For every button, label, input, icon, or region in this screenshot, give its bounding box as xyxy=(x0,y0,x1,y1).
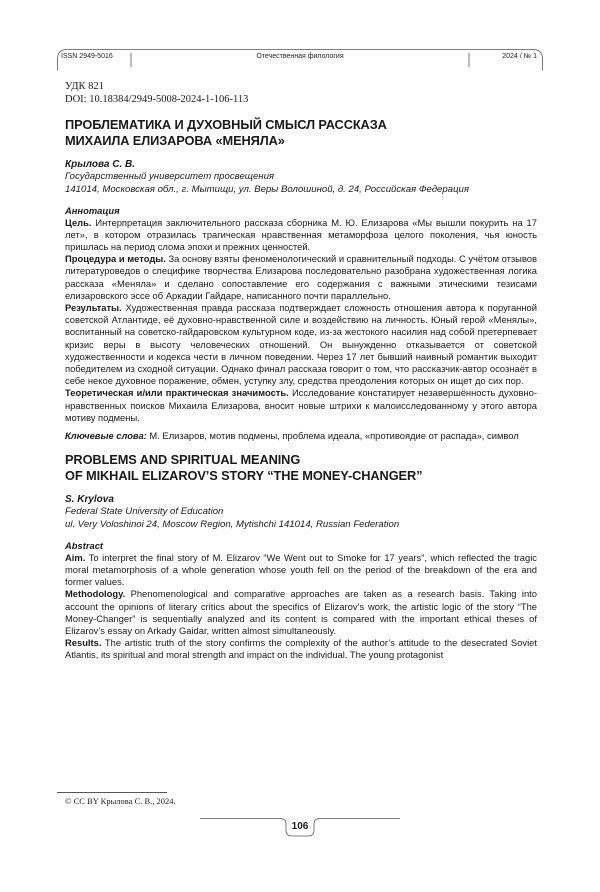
ru-title-line2: МИХАИЛА ЕЛИЗАРОВА «МЕНЯЛА» xyxy=(65,132,285,148)
doi: DOI: 10.18384/2949-5008-2024-1-106-113 xyxy=(65,94,249,105)
en-results-text: The artistic truth of the story confirms the complexity of the author’s attitude to the desecrated Soviet Atlantis, its spiritual and moral strength and impact on the individual. The young protagonist xyxy=(65,637,537,661)
page-number: 106 xyxy=(291,821,309,832)
footnote-divider xyxy=(57,792,167,793)
issn: ISSN 2949-5016 xyxy=(61,53,113,60)
ru-abstract-heading: Аннотация xyxy=(65,204,120,216)
udk: УДК 821 xyxy=(65,81,104,92)
article-body xyxy=(65,80,537,662)
en-method-label: Methodology. xyxy=(65,588,126,600)
copyright-note: © CC BY Крылова С. В., 2024. xyxy=(65,796,176,806)
en-affiliation: Federal State University of Education xyxy=(65,506,224,518)
en-author: S. Krylova xyxy=(65,494,114,506)
en-title xyxy=(65,452,537,483)
issue: 2024 / № 1 xyxy=(502,53,537,60)
ru-results xyxy=(65,302,537,387)
en-method-text: Phenomenological and comparative approaches are taken as a research basis. Taking into account the opinions of literary critics about the specifics of Elizarov’s work, the artistic logic of the story “The Money-Changer” is sequentially analyzed and its content is compared with the important ethical theses of Elizarov’s essay on Arkady Gaidar, written almost simultaneously. xyxy=(65,588,537,637)
ru-aim-text: Интерпретация заключительного рассказа сборника М. Ю. Елизарова «Мы вышли покурить на 17 лет», в котором отразилась трагическая нравственная метаморфоза целого поколения, чья юность пришлась на период слома эпохи и прежних ценностей. xyxy=(65,216,537,252)
ru-results-text: Художественная правда рассказа подтверждает сложность отношения автора к поруганной советской Атлантиде, её духовно-нравственной силе и воздействию на личность. Юный герой «Менялы», воспитанный на советско-гайдаровском культурном коде, из-за жестокого насилия над собой претерпевает кризис веры в высоту человеческих отношений. Он вынужденно отказывается от советской художественности и кодекса чести в личном поведении. Через 17 лет бывший наивный романтик выходит победителем из сходной ситуации. Однако финал рассказа говорит о том, что рассказчик-автор осознаёт в себе некое духовное поражение, обмен, уступку злу, средства преодоления которых он ищет до сих пор. xyxy=(65,302,537,387)
ru-affiliation: Государственный университет просвещения xyxy=(65,171,275,182)
ru-author: Крылова С. В. xyxy=(65,159,136,170)
ru-method-text: За основу взяты феноменологический и сравнительный подходы. С учётом отзывов литературоведов о специфике творчества Елизарова последовательно разобрана художественная логика рассказа «Меняла» и сделано сопоставление его содержания с важными этическими тезисами елизаровского эссе об Аркадии Гайдаре, написанного почти параллельно. xyxy=(65,253,537,301)
en-abstract-heading: Abstract xyxy=(65,539,104,551)
ru-title xyxy=(65,117,537,148)
ru-method xyxy=(65,253,537,302)
ru-results-label: Результаты. xyxy=(65,302,122,314)
en-results-label: Results. xyxy=(65,637,102,649)
ru-aim-label: Цель. xyxy=(65,216,92,228)
ru-significance-text: Исследование констатирует незавершённость духовно-нравственных поисков Михаила Елизарова, вносит новые штрихи к малоисследованному у этого автора мотиву подмены. xyxy=(65,387,537,423)
ru-keywords xyxy=(65,430,537,442)
journal-name: Отечественная филология xyxy=(256,53,344,60)
en-method xyxy=(65,588,537,637)
en-aim-text: To interpret the final story of M. Elizarov “We Went out to Smoke for 17 years”, which reflected the tragic moral metamorphosis of a whole generation whose youth fell on the period of the breakdown of the era and former values. xyxy=(65,551,537,588)
ru-aim xyxy=(65,217,537,254)
running-header xyxy=(57,49,543,71)
en-results xyxy=(65,637,537,661)
ru-method-label: Процедура и методы. xyxy=(65,253,166,265)
en-title-line1: PROBLEMS AND SPIRITUAL MEANING xyxy=(65,452,301,468)
ru-address: 141014, Московская обл., г. Мытищи, ул. Веры Волошиной, д. 24, Российская Федерация xyxy=(65,183,469,195)
ru-significance xyxy=(65,387,537,424)
en-aim-label: Aim. xyxy=(65,551,86,563)
en-section xyxy=(65,452,537,661)
en-title-line2: OF MIKHAIL ELIZAROV’S STORY “THE MONEY-CHANGER” xyxy=(65,467,423,483)
ru-significance-label: Теоретическая и/или практическая значимость. xyxy=(65,387,289,399)
ru-title-line1: ПРОБЛЕМАТИКА И ДУХОВНЫЙ СМЫСЛ РАССКАЗА xyxy=(65,117,387,132)
en-address: ul. Very Voloshinoi 24, Moscow Region, Mytishchi 141014, Russian Federation xyxy=(65,519,400,531)
en-aim xyxy=(65,552,537,589)
ru-keywords-label: Ключевые слова: xyxy=(65,430,147,442)
ru-keywords-text: М. Елизаров, мотив подмены, проблема идеала, «противоядие от распада», символ xyxy=(146,430,519,442)
